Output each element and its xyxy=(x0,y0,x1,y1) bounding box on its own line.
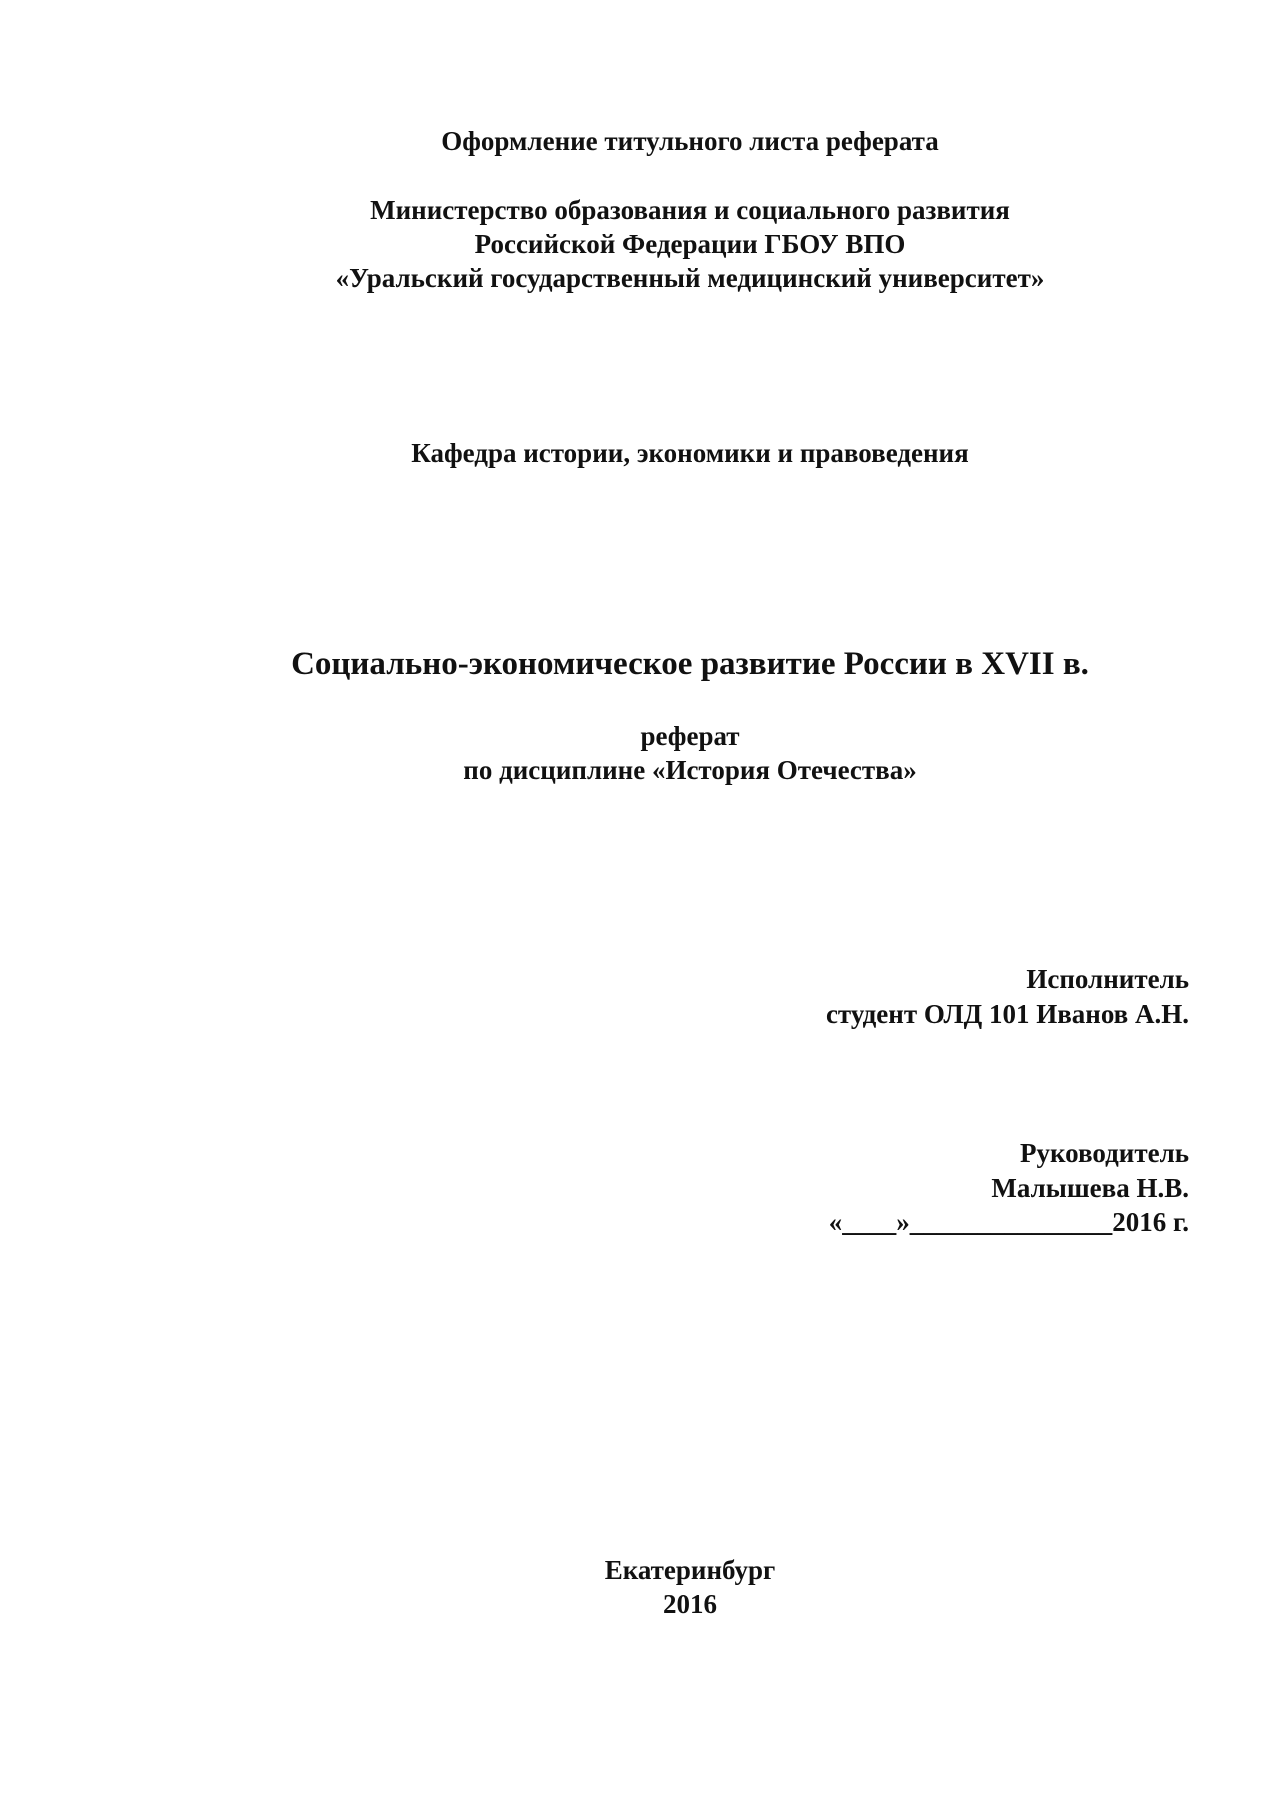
document-year: 2016 xyxy=(663,1589,717,1619)
report-topic: Социально-экономическое развитие России в XVII в. xyxy=(291,646,1089,682)
author-role: Исполнитель xyxy=(1026,964,1189,994)
institution-line-1: Министерство образования и социального развития xyxy=(370,195,1010,225)
institution-line-3: «Уральский государственный медицинский университет» xyxy=(335,263,1045,293)
department-name: Кафедра истории, экономики и правоведения xyxy=(411,438,969,468)
document-heading: Оформление титульного листа реферата xyxy=(441,126,939,156)
author-name: студент ОЛД 101 Иванов А.Н. xyxy=(825,999,1189,1029)
work-type: реферат xyxy=(640,721,740,751)
supervisor-role: Руководитель xyxy=(1019,1138,1189,1168)
city-name: Екатеринбург xyxy=(604,1555,776,1585)
discipline-name: по дисциплине «История Отечества» xyxy=(463,755,917,785)
supervisor-name: Малышева Н.В. xyxy=(991,1173,1189,1203)
supervisor-date-line: «____»_______________2016 г. xyxy=(828,1207,1189,1237)
institution-line-2: Российской Федерации ГБОУ ВПО xyxy=(474,229,906,259)
